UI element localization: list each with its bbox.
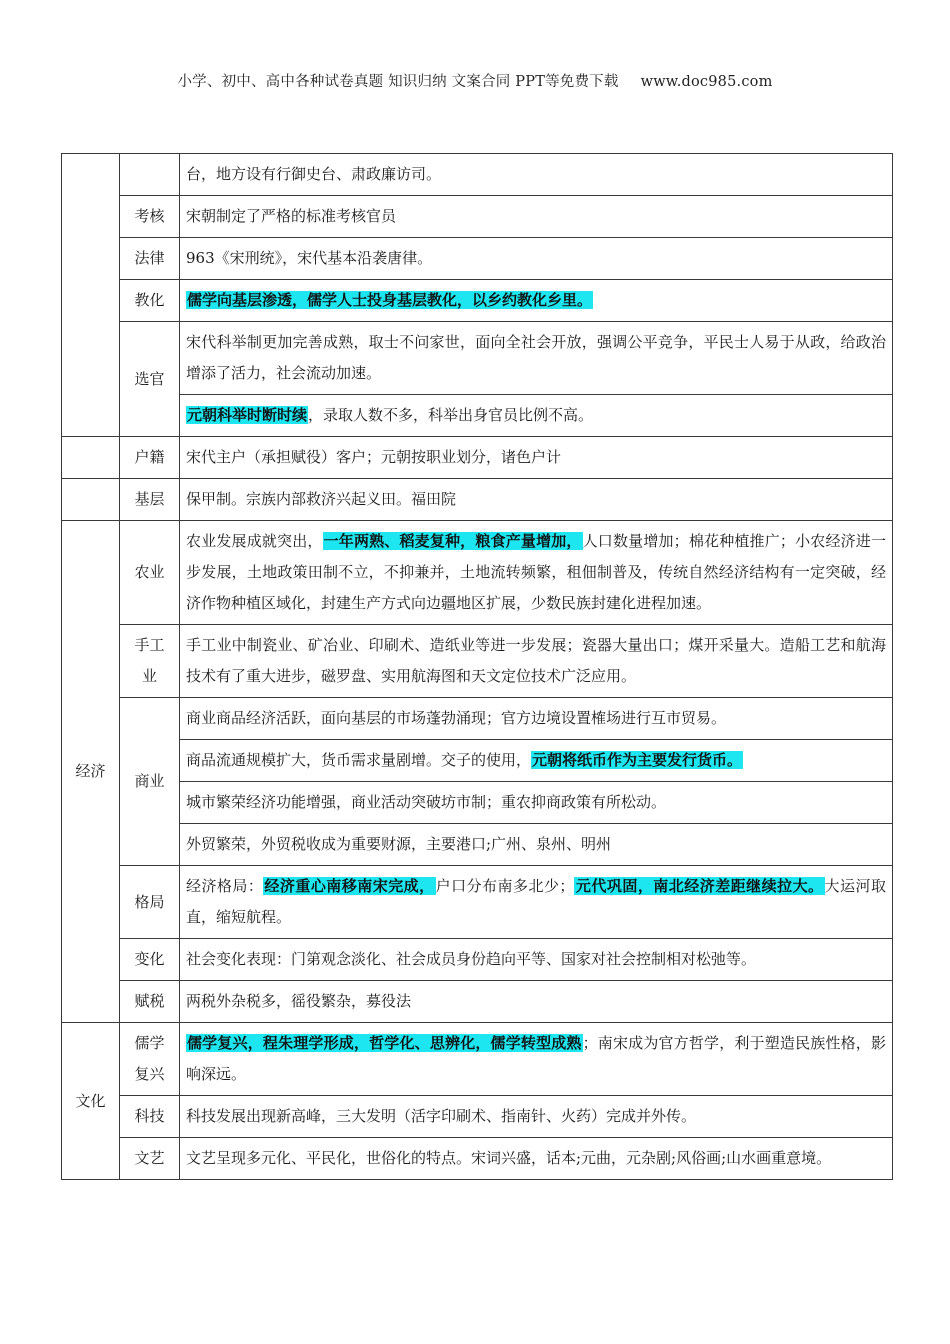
text: 大运河取直，缩短航程。 [186, 877, 886, 926]
content-cell [180, 395, 893, 437]
highlight: 儒学复兴，程朱理学形成，哲学化、思辨化，儒学转型成熟 [187, 1034, 582, 1052]
history-summary-table [61, 153, 893, 1180]
sub-cell: 考核 [120, 196, 180, 238]
highlight: 元代巩固，南北经济差距继续拉大。 [575, 877, 824, 895]
highlight: 一年两熟、稻麦复种，粮食产量增加， [323, 532, 582, 550]
content-cell: 手工业中制瓷业、矿冶业、印刷术、造纸业等进一步发展；瓷器大量出口；煤开采量大。造船工艺和航海技术有了重大进步，磁罗盘、实用航海图和天文定位技术广泛应用。 [180, 625, 893, 698]
sub-label-line: 手工 [134, 636, 165, 654]
content-cell [180, 521, 893, 625]
table-row [62, 1096, 893, 1138]
sub-cell: 科技 [120, 1096, 180, 1138]
content-cell: 保甲制。宗族内部救济兴起义田。福田院 [180, 479, 893, 521]
text: 农业发展成就突出， [186, 532, 323, 550]
sub-cell: 选官 [120, 322, 180, 437]
content-cell [180, 1023, 893, 1096]
highlight: 元朝将纸币作为主要发行货币。 [532, 751, 743, 769]
text: ；南宋成为官方哲学，利于塑造民族性格，影响深远。 [186, 1034, 886, 1083]
content-cell: 宋代主户（承担赋役）客户；元朝按职业划分，诸色户计 [180, 437, 893, 479]
content-cell: 社会变化表现：门第观念淡化、社会成员身份趋向平等、国家对社会控制相对松弛等。 [180, 939, 893, 981]
table-row [62, 698, 893, 740]
table-row [62, 395, 893, 437]
sub-cell: 文艺 [120, 1138, 180, 1180]
content-cell: 963《宋刑统》，宋代基本沿袭唐律。 [180, 238, 893, 280]
highlight: 元朝科举时断时续 [187, 406, 308, 424]
table-row [62, 981, 893, 1023]
table-row [62, 1138, 893, 1180]
sub-cell [120, 625, 180, 698]
sub-label-line: 儒学 [134, 1034, 165, 1052]
sub-cell: 格局 [120, 866, 180, 939]
table-row [62, 521, 893, 625]
category-cell [62, 437, 120, 479]
text: 商品流通规模扩大，货币需求量剧增。交子的使用， [186, 751, 532, 769]
highlight: 儒学向基层渗透，儒学人士投身基层教化，以乡约教化乡里。 [187, 291, 593, 309]
content-cell: 科技发展出现新高峰，三大发明（活字印刷术、指南针、火药）完成并外传。 [180, 1096, 893, 1138]
table-row [62, 939, 893, 981]
header-site: www.doc985.com [640, 74, 773, 90]
content-cell: 城市繁荣经济功能增强，商业活动突破坊市制；重农抑商政策有所松动。 [180, 782, 893, 824]
content-cell: 外贸繁荣，外贸税收成为重要财源，主要港口;广州、泉州、明州 [180, 824, 893, 866]
content-cell: 商业商品经济活跃，面向基层的市场蓬勃涌现；官方边境设置榷场进行互市贸易。 [180, 698, 893, 740]
sub-cell: 户籍 [120, 437, 180, 479]
sub-cell: 农业 [120, 521, 180, 625]
sub-label-line: 业 [141, 667, 157, 685]
sub-cell: 法律 [120, 238, 180, 280]
table-row [62, 824, 893, 866]
table-row [62, 1023, 893, 1096]
table-row [62, 625, 893, 698]
content-cell [180, 740, 893, 782]
table-row [62, 154, 893, 196]
content-cell [180, 866, 893, 939]
content-cell: 两税外杂税多，徭役繁杂，募役法 [180, 981, 893, 1023]
sub-cell: 教化 [120, 280, 180, 322]
table-row [62, 479, 893, 521]
sub-cell [120, 154, 180, 196]
category-cell [62, 479, 120, 521]
table-row [62, 437, 893, 479]
text: 户口分布南多北少； [435, 877, 575, 895]
content-cell: 文艺呈现多元化、平民化，世俗化的特点。宋词兴盛，话本;元曲，元杂剧;风俗画;山水画重意境。 [180, 1138, 893, 1180]
table-row [62, 280, 893, 322]
table-row [62, 782, 893, 824]
table-row [62, 740, 893, 782]
page-header [0, 70, 950, 91]
table-row [62, 866, 893, 939]
table-row [62, 322, 893, 395]
content-cell: 宋朝制定了严格的标准考核官员 [180, 196, 893, 238]
table-row [62, 196, 893, 238]
sub-label-line: 复兴 [134, 1065, 165, 1083]
sub-cell [120, 1023, 180, 1096]
text: 人口数量增加；棉花种植推广；小农经济进一步发展，土地政策田制不立，不抑兼并，土地流转频繁，租佃制普及，传统自然经济结构有一定突破，经济作物种植区域化，封建生产方式向边疆地区扩展，少数民族封建化进程加速。 [186, 532, 886, 612]
header-text: 小学、初中、高中各种试卷真题 知识归纳 文案合同 PPT等免费下载 [177, 74, 619, 90]
category-cell-politics [62, 154, 120, 437]
category-cell-culture: 文化 [62, 1023, 120, 1180]
content-cell [180, 280, 893, 322]
content-cell: 台，地方设有行御史台、肃政廉访司。 [180, 154, 893, 196]
content-cell: 宋代科举制更加完善成熟，取士不问家世，面向全社会开放，强调公平竞争，平民士人易于从政，给政治增添了活力，社会流动加速。 [180, 322, 893, 395]
sub-cell: 变化 [120, 939, 180, 981]
sub-cell: 基层 [120, 479, 180, 521]
sub-cell: 商业 [120, 698, 180, 866]
category-cell-economy: 经济 [62, 521, 120, 1023]
table-row [62, 238, 893, 280]
highlight: 经济重心南移南宋完成， [264, 877, 435, 895]
text: ，录取人数不多，科举出身官员比例不高。 [308, 406, 594, 424]
text: 经济格局： [186, 877, 264, 895]
sub-cell: 赋税 [120, 981, 180, 1023]
